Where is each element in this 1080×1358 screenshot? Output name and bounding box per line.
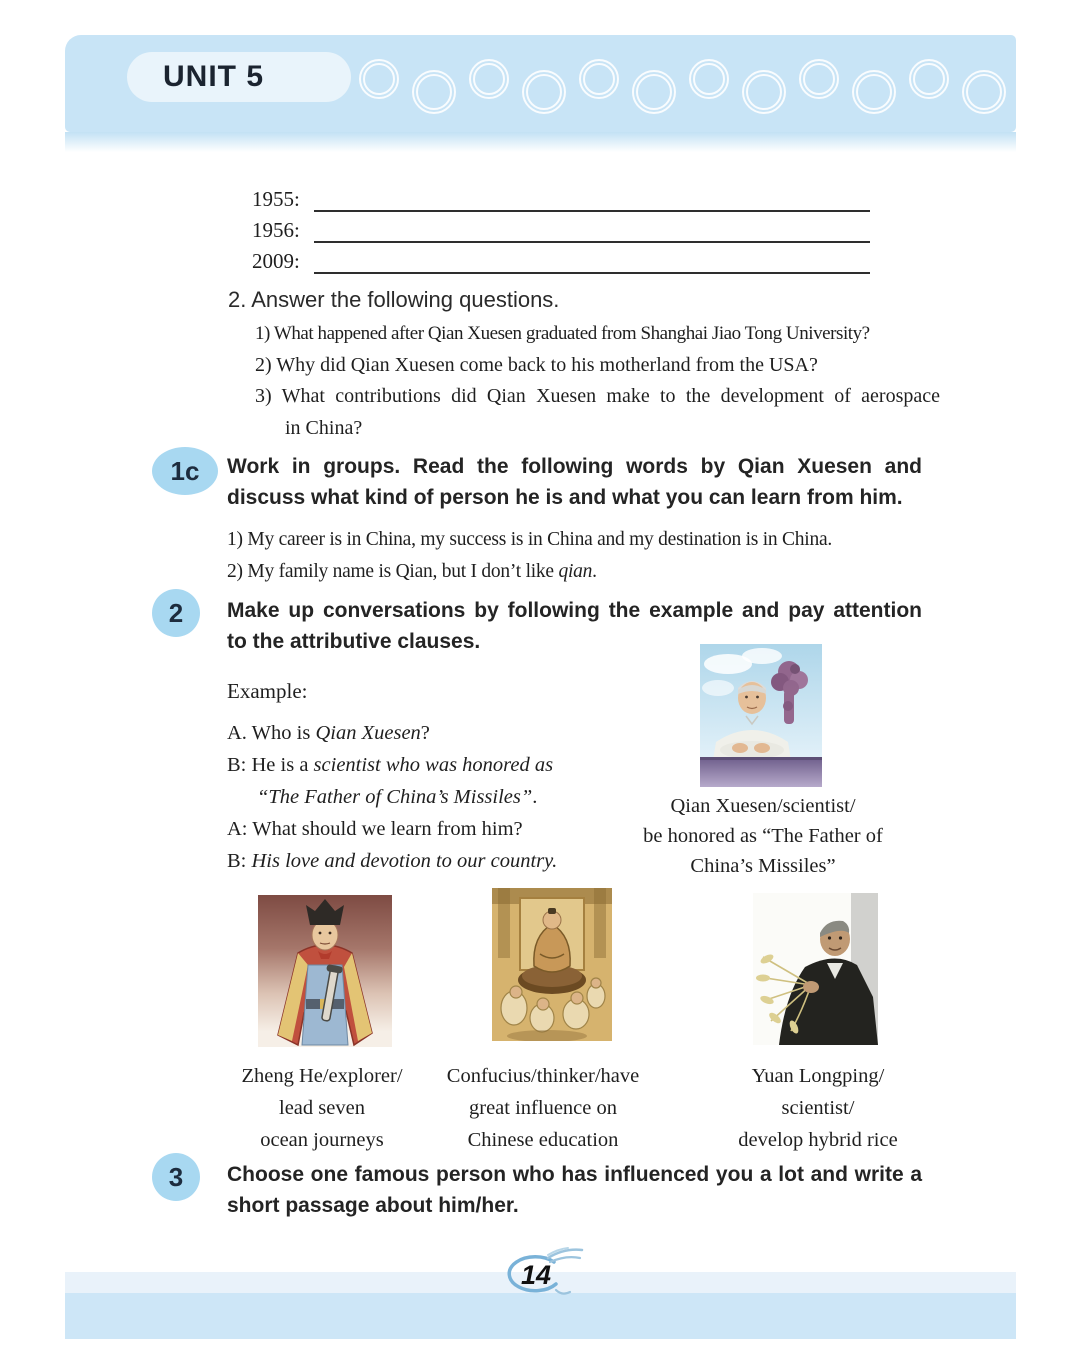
dialogue-italic: “The Father of China’s Missiles” bbox=[257, 786, 533, 808]
circle-ornament bbox=[522, 70, 566, 114]
instruction-2-line1: Make up conversations by following the example and pay attention bbox=[227, 599, 922, 622]
circle-ornament bbox=[689, 59, 729, 99]
quote-2 bbox=[227, 556, 927, 588]
circle-ornament bbox=[909, 59, 949, 99]
instruction-3 bbox=[227, 1159, 922, 1221]
dialogue-text: B: He is a bbox=[227, 754, 314, 776]
dialogue-text: B: bbox=[227, 850, 252, 872]
question-list bbox=[255, 318, 940, 444]
instruction-2-line2: to the attributive clauses. bbox=[227, 630, 481, 653]
caption-line: scientist/ bbox=[781, 1097, 855, 1119]
question-3-line2: in China? bbox=[285, 416, 363, 439]
caption-line: ocean journeys bbox=[260, 1129, 384, 1151]
caption-line: great influence on bbox=[469, 1097, 617, 1119]
decorative-circles bbox=[353, 35, 1016, 132]
dialogue-italic: Qian Xuesen bbox=[315, 722, 421, 744]
dialogue-italic: scientist who was honored as bbox=[313, 754, 554, 776]
caption-line: Yuan Longping/ bbox=[751, 1065, 885, 1087]
question-2: 2) Why did Qian Xuesen come back to his motherland from the USA? bbox=[255, 353, 818, 376]
caption-line: Confucius/thinker/have bbox=[446, 1065, 640, 1087]
quote-2-period: . bbox=[592, 561, 597, 582]
qian-xuesen-image bbox=[700, 644, 822, 787]
circle-ornament bbox=[962, 70, 1006, 114]
section-badge-3 bbox=[152, 1153, 200, 1201]
circle-ornament bbox=[742, 70, 786, 114]
year-label: 2009: bbox=[252, 249, 300, 273]
timeline-row bbox=[252, 187, 872, 212]
badge-label: 1c bbox=[170, 455, 200, 486]
circle-ornament bbox=[852, 70, 896, 114]
zheng-he-image bbox=[258, 895, 392, 1047]
dialogue-line-a2: A: What should we learn from him? bbox=[227, 818, 523, 840]
example-label: Example: bbox=[227, 679, 308, 703]
question-1: 1) What happened after Qian Xuesen graduated from Shanghai Jiao Tong University? bbox=[255, 323, 870, 344]
dialogue-text: ? bbox=[420, 722, 430, 744]
qian-quotes bbox=[227, 524, 927, 588]
yuan-longping-caption bbox=[688, 1060, 948, 1156]
yuan-longping-image bbox=[753, 893, 878, 1045]
circle-ornament bbox=[799, 59, 839, 99]
circle-ornament bbox=[632, 70, 676, 114]
timeline-row bbox=[252, 218, 872, 243]
questions-heading: 2. Answer the following questions. bbox=[228, 287, 560, 312]
timeline-fill-ins bbox=[252, 187, 872, 283]
page-number: 14 bbox=[520, 1260, 552, 1290]
section-badge-1c bbox=[152, 447, 218, 495]
caption-line: lead seven bbox=[279, 1097, 365, 1119]
quote-1: 1) My career is in China, my success is in China and my destination is in China. bbox=[227, 529, 832, 550]
dialogue-italic: His love and devotion to our country. bbox=[251, 850, 558, 872]
caption-line: Qian Xuesen/scientist/ bbox=[670, 795, 856, 817]
instruction-1c bbox=[227, 451, 922, 513]
circle-ornament bbox=[359, 59, 399, 99]
qian-caption bbox=[637, 791, 889, 881]
question-3-line1: 3) What contributions did Qian Xuesen make to the development of aerospace bbox=[255, 385, 940, 407]
dialogue-line-b1 bbox=[227, 749, 737, 781]
circle-ornament bbox=[412, 70, 456, 114]
year-label: 1955: bbox=[252, 187, 300, 211]
caption-line: China’s Missiles” bbox=[690, 855, 836, 877]
quote-2-text: 2) My family name is Qian, but I don’t like bbox=[227, 561, 559, 582]
unit-title-pill bbox=[127, 52, 351, 102]
dialogue-line-a1 bbox=[227, 717, 737, 749]
dialogue-text: . bbox=[532, 786, 538, 808]
header-band bbox=[65, 35, 1016, 132]
header-fade bbox=[65, 132, 1016, 152]
fill-in-line bbox=[314, 252, 870, 274]
fill-in-line bbox=[314, 221, 870, 243]
circle-ornament bbox=[469, 59, 509, 99]
quote-2-italic: qian bbox=[558, 561, 593, 582]
caption-line: develop hybrid rice bbox=[738, 1129, 898, 1151]
confucius-image bbox=[492, 888, 612, 1041]
caption-line: be honored as “The Father of bbox=[643, 825, 883, 847]
year-label: 1956: bbox=[252, 218, 300, 242]
confucius-caption bbox=[413, 1060, 673, 1156]
fill-in-line bbox=[314, 190, 870, 212]
instruction-1c-line2: discuss what kind of person he is and what you can learn from him. bbox=[227, 486, 903, 509]
circle-ornament bbox=[579, 59, 619, 99]
instruction-1c-line1: Work in groups. Read the following words by Qian Xuesen and bbox=[227, 455, 922, 478]
badge-label: 2 bbox=[168, 597, 184, 628]
timeline-row bbox=[252, 249, 872, 274]
dialogue-text: A. Who is bbox=[227, 722, 316, 744]
page-number-badge bbox=[498, 1246, 588, 1308]
section-badge-2 bbox=[152, 589, 200, 637]
caption-line: Zheng He/explorer/ bbox=[241, 1065, 403, 1087]
badge-label: 3 bbox=[168, 1161, 184, 1192]
caption-line: Chinese education bbox=[467, 1129, 619, 1151]
instruction-3-line1: Choose one famous person who has influenced you a lot and write a bbox=[227, 1163, 922, 1186]
unit-title: UNIT 5 bbox=[163, 60, 265, 93]
instruction-3-line2: short passage about him/her. bbox=[227, 1194, 519, 1217]
